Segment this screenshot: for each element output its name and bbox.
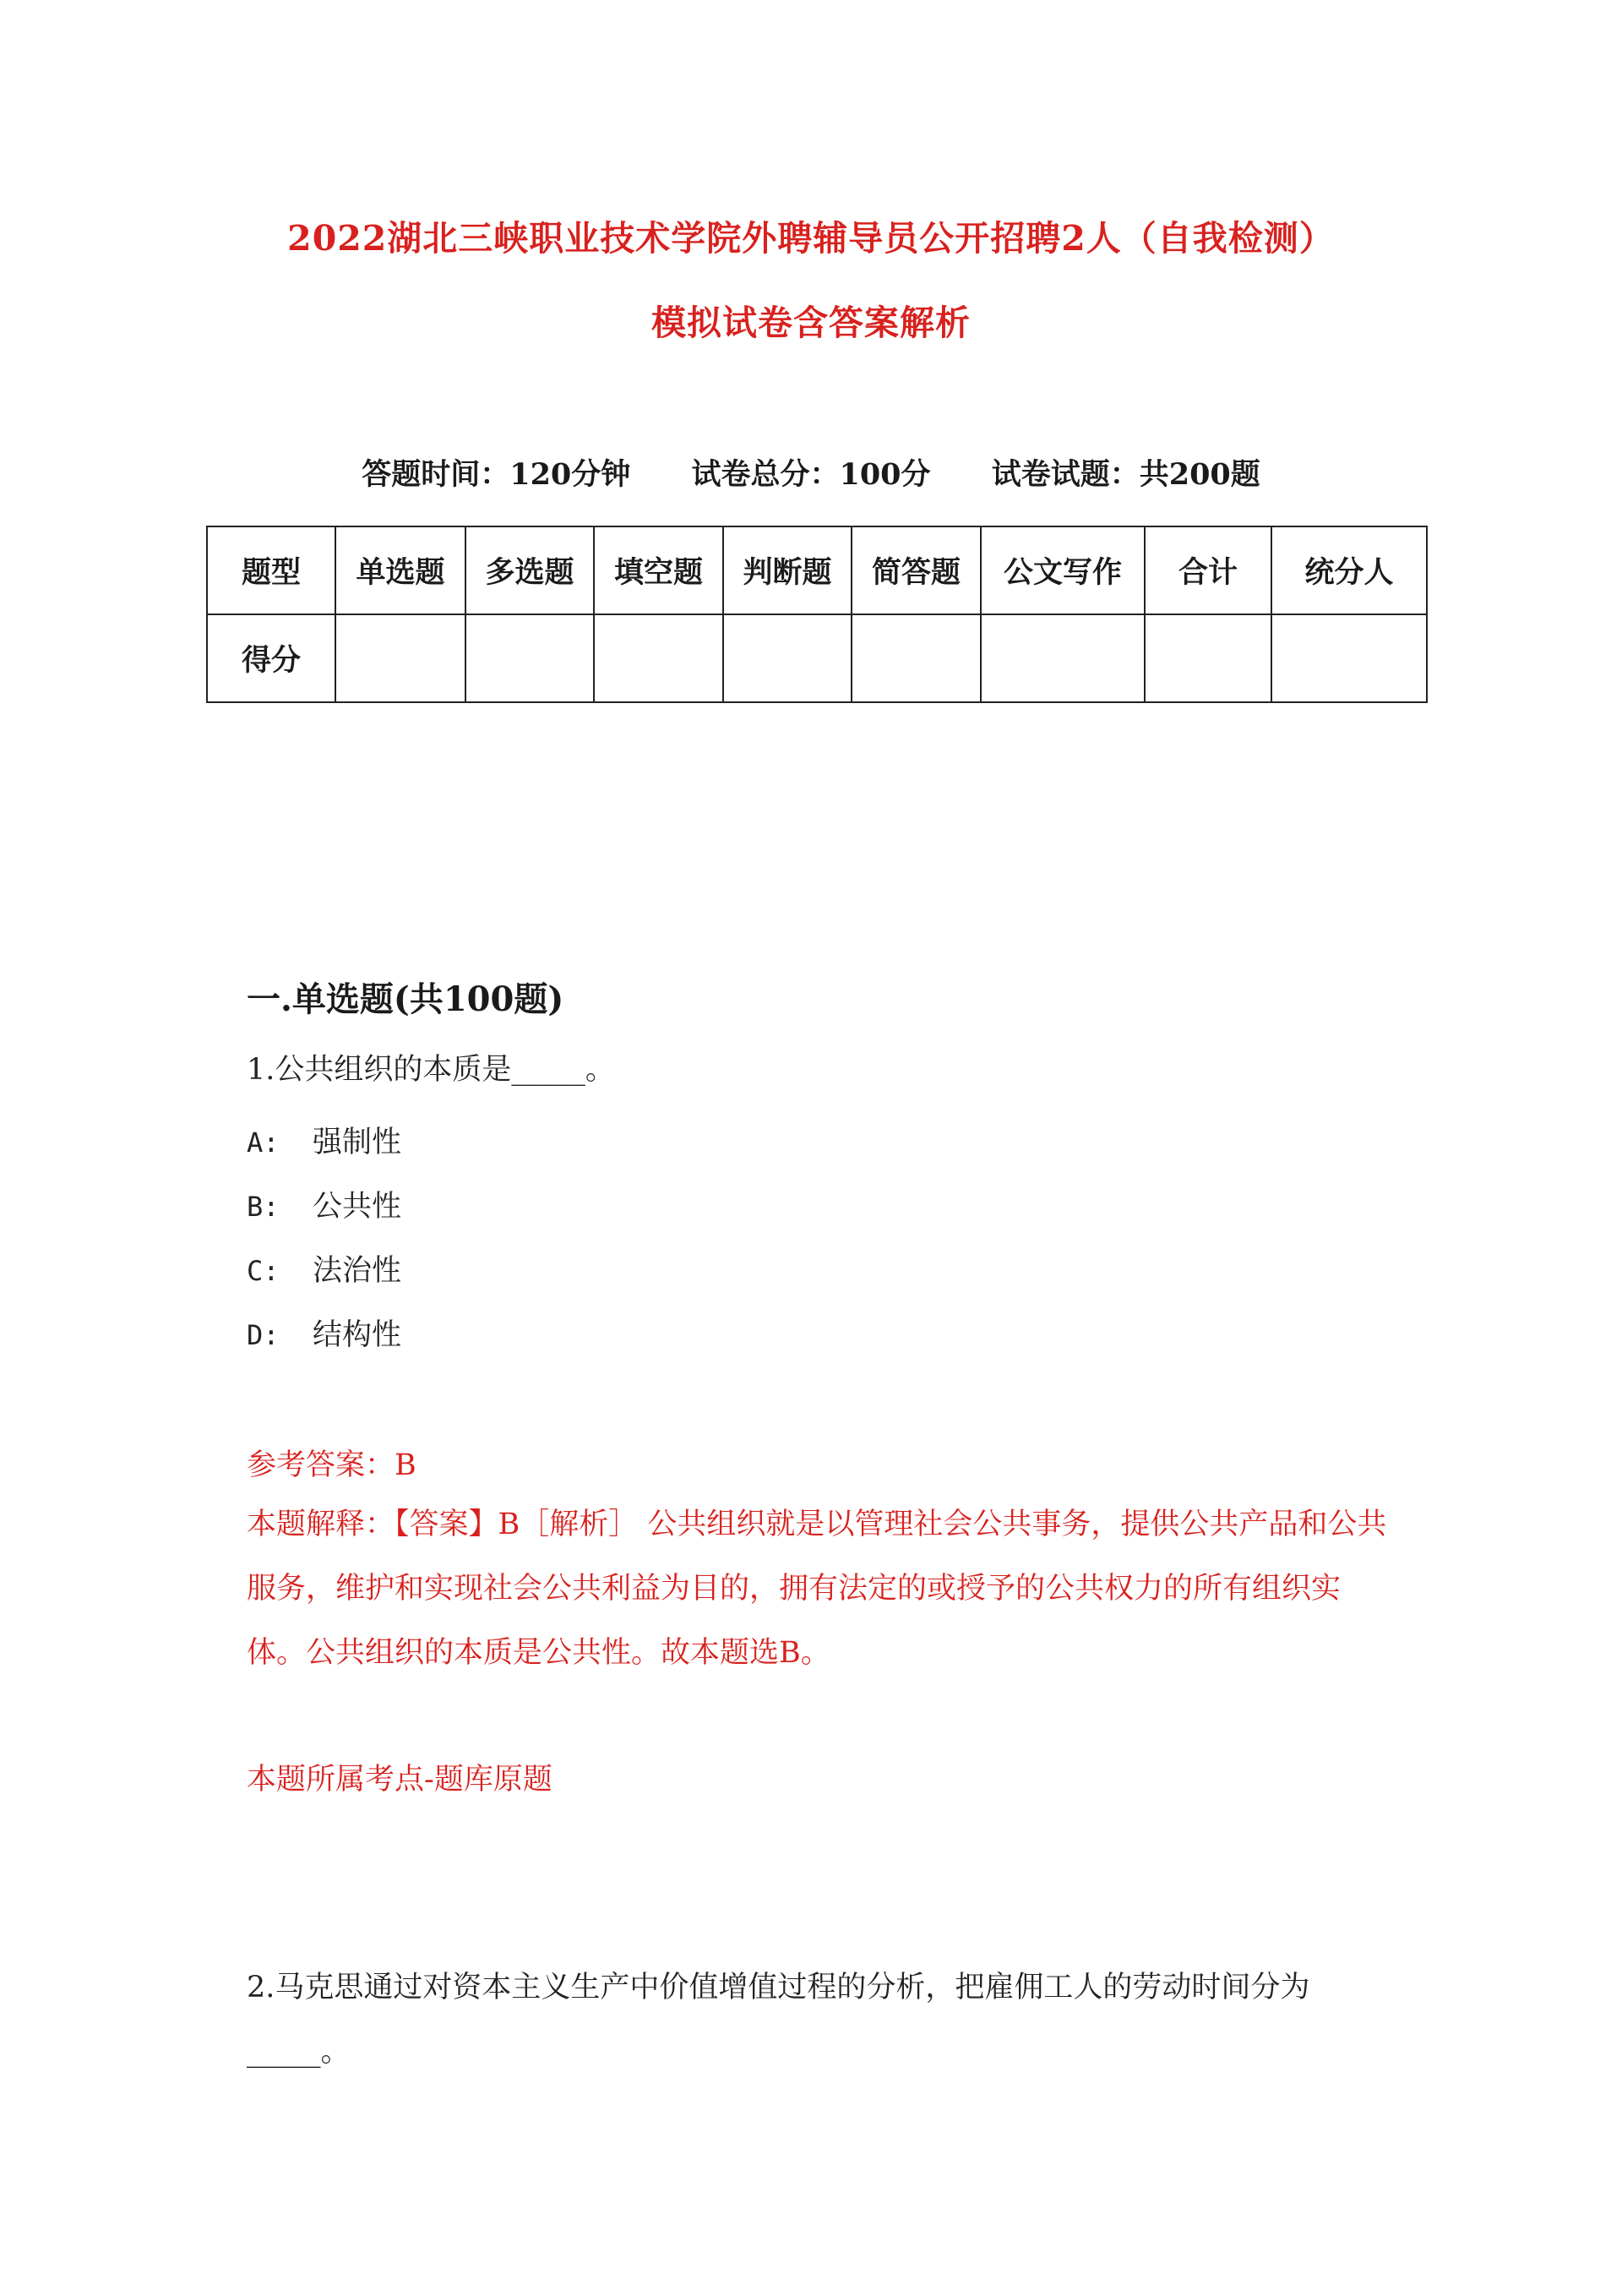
score-cell [335, 614, 465, 702]
question-1-point: 本题所属考点-题库原题 [247, 1763, 552, 1797]
score-cell [981, 614, 1145, 702]
score-cell [465, 614, 594, 702]
document-title-line-1: 2022湖北三峡职业技术学院外聘辅导员公开招聘2人（自我检测） [287, 218, 1335, 259]
score-row-label: 得分 [207, 614, 335, 702]
score-table-header: 多选题 [465, 526, 594, 614]
score-table-header: 统分人 [1271, 526, 1427, 614]
question-1-option-d [247, 1312, 401, 1359]
score-table-header: 合计 [1145, 526, 1271, 614]
option-text: 法治性 [313, 1254, 402, 1288]
section-heading: 一.单选题(共100题) [247, 979, 564, 1019]
score-table-header: 填空题 [594, 526, 723, 614]
question-1-explanation: 本题解释：【答案】B［解析］ 公共组织就是以管理社会公共事务，提供公共产品和公共服务，维护和实现社会公共利益为目的，拥有法定的或授予的公共权力的所有组织实体。公共组织的本质是公共性。故本题选B。 [247, 1508, 1387, 1670]
score-table-header: 单选题 [335, 526, 465, 614]
question-1-option-a [247, 1119, 401, 1166]
score-table-header: 题型 [207, 526, 335, 614]
question-1-text: 1.公共组织的本质是_____。 [247, 1053, 615, 1087]
question-1-answer: 参考答案：B [247, 1448, 416, 1482]
question-2-text: 2.马克思通过对资本主义生产中价值增值过程的分析，把雇佣工人的劳动时间分为_____。 [247, 1971, 1310, 2069]
option-key: C: [247, 1255, 280, 1287]
score-table-header: 公文写作 [981, 526, 1145, 614]
score-table-header: 判断题 [723, 526, 852, 614]
option-key: B: [247, 1191, 280, 1223]
document-title-line-2: 模拟试卷含答案解析 [651, 303, 971, 343]
question-1-option-c [247, 1247, 401, 1295]
score-cell [594, 614, 723, 702]
option-text: 公共性 [313, 1190, 402, 1224]
score-table [206, 526, 1428, 703]
score-table-header-row [207, 526, 1427, 614]
score-cell [1145, 614, 1271, 702]
option-key: A: [247, 1126, 280, 1159]
exam-info [0, 455, 1622, 495]
score-cell [852, 614, 981, 702]
option-key: D: [247, 1319, 280, 1351]
option-text: 强制性 [313, 1126, 402, 1159]
score-table-header: 简答题 [852, 526, 981, 614]
score-cell [1271, 614, 1427, 702]
question-1-option-b [247, 1183, 401, 1230]
score-table-score-row [207, 614, 1427, 702]
score-cell [723, 614, 852, 702]
exam-total-questions: 试卷试题：共200题 [991, 457, 1260, 492]
exam-total-score: 试卷总分：100分 [691, 457, 931, 492]
option-text: 结构性 [313, 1318, 402, 1352]
exam-time: 答题时间：120分钟 [362, 457, 631, 492]
